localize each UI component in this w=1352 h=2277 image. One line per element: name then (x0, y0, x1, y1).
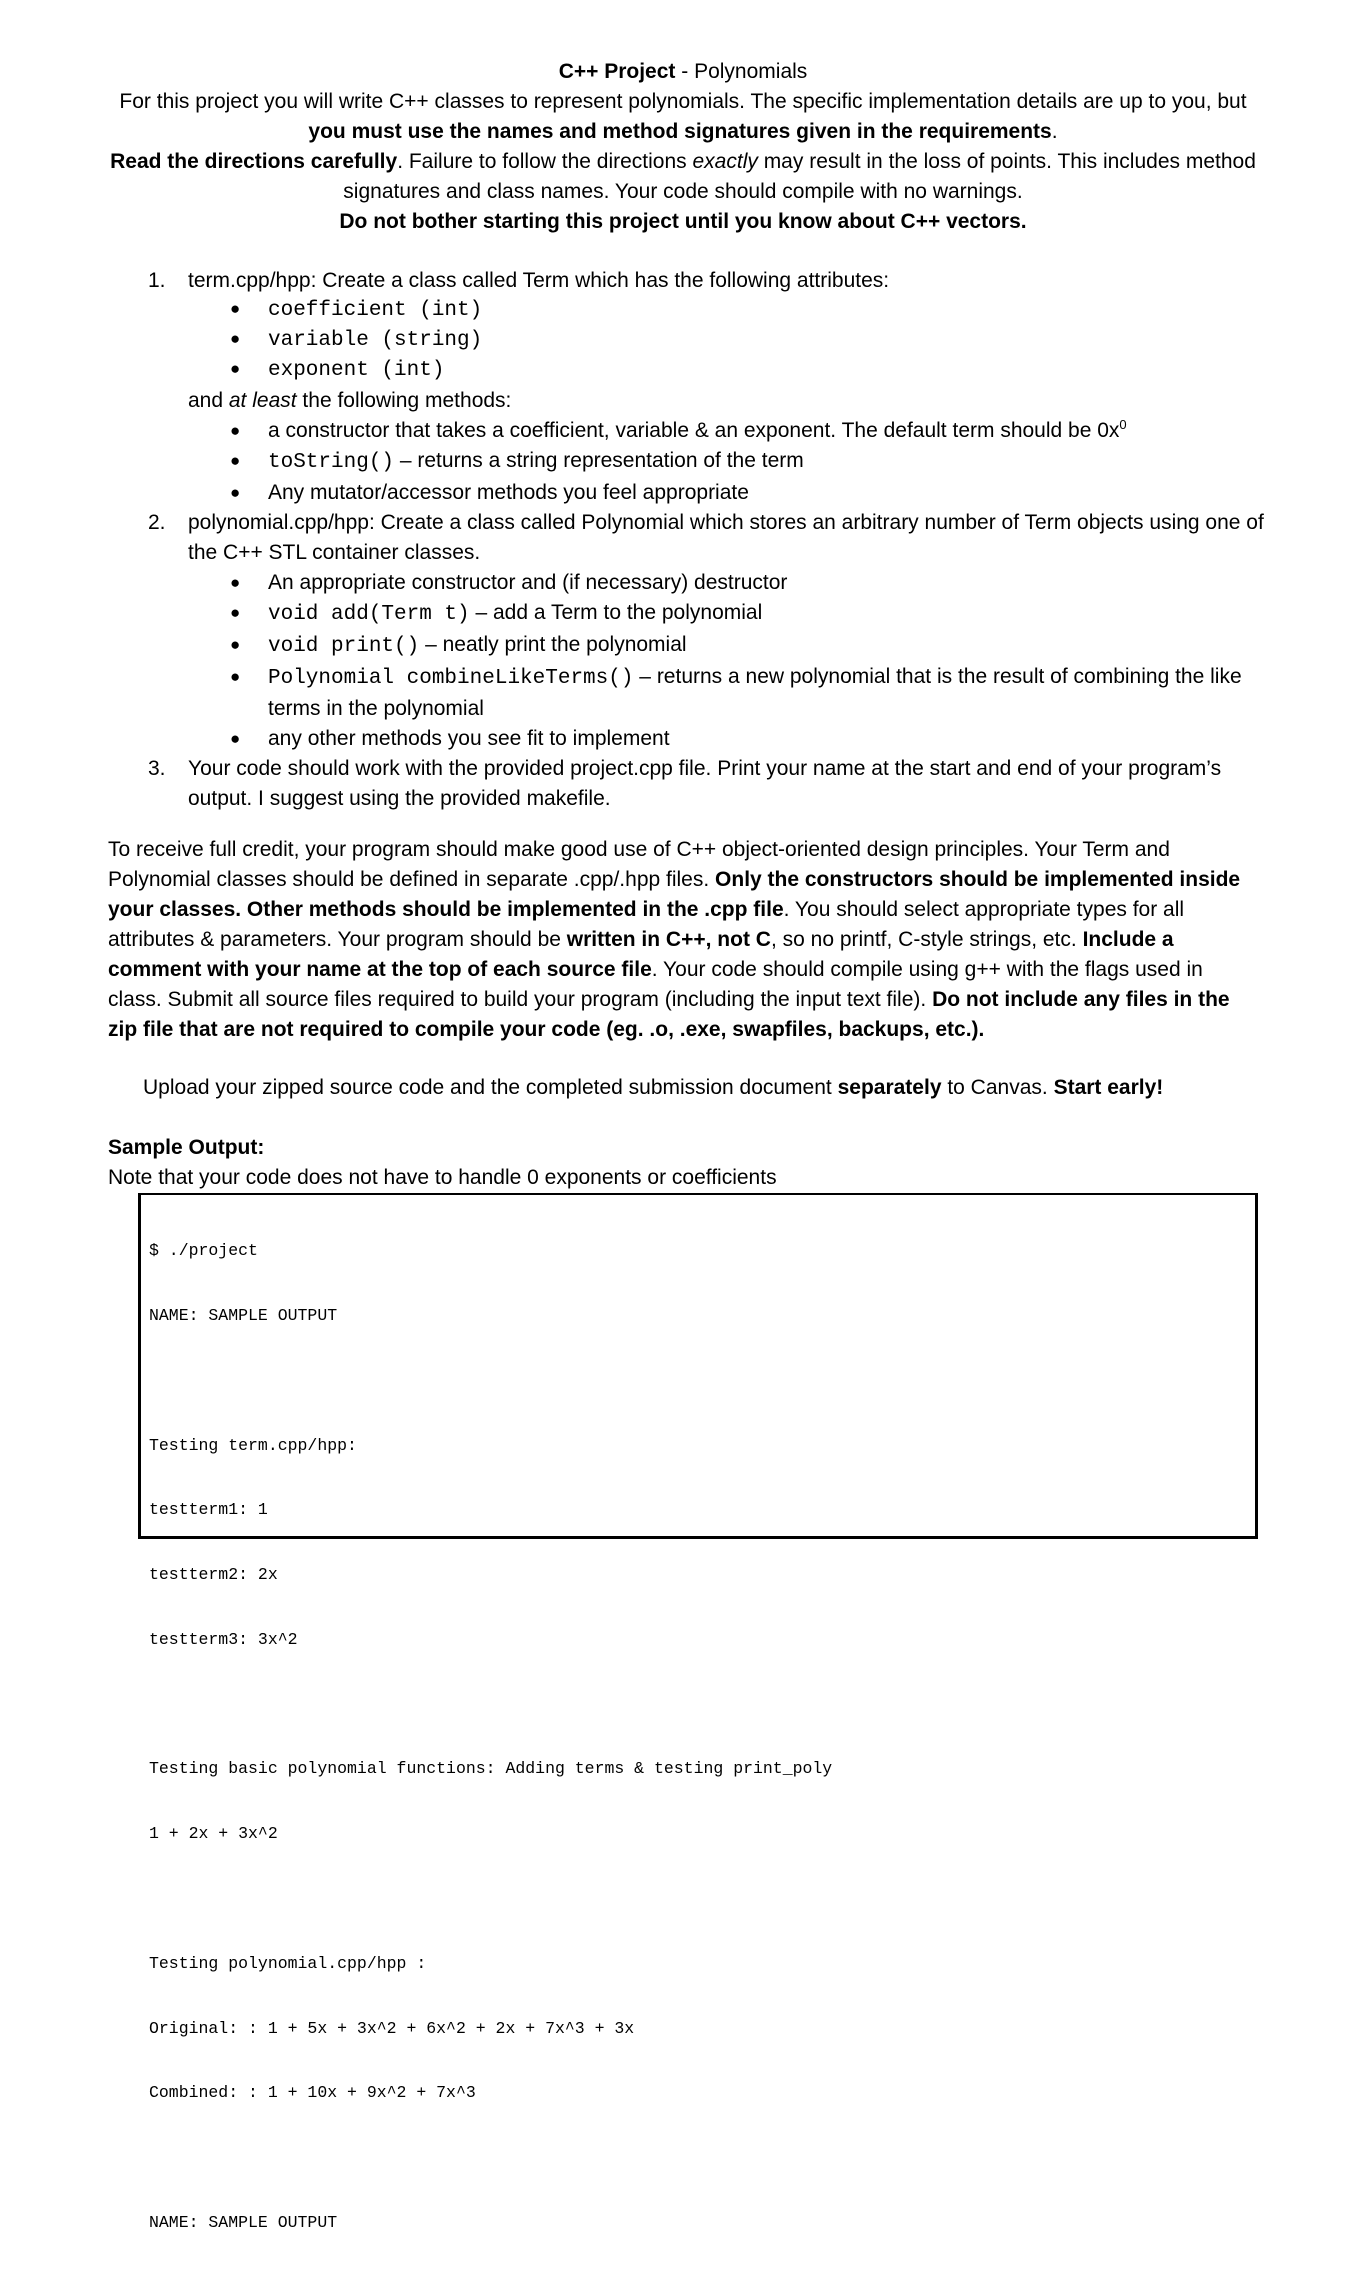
requirements-list (108, 266, 1268, 814)
output-line (149, 1888, 1247, 1910)
polynomial-add: ● void add(Term t) – add a Term to the polynomial (108, 598, 1268, 630)
output-line (149, 1370, 1247, 1392)
list-item-term: 1. term.cpp/hpp: Create a class called Term which has the following attributes: (148, 269, 890, 292)
title-block (100, 57, 1266, 237)
polynomial-constructor: ● An appropriate constructor and (if necessary) destructor (108, 568, 1268, 598)
sample-heading: Sample Output: (108, 1136, 265, 1159)
output-line (149, 1694, 1247, 1716)
list-item-project: 3. Your code should work with the provided project.cpp file. Print your name at the start and end of your program’s output. I suggest using the provided makefile. (148, 757, 1222, 810)
output-line (149, 2147, 1247, 2169)
vectors-warning: Do not bother starting this project until you know about C++ vectors. (339, 210, 1027, 233)
attribute-coefficient: ● coefficient (int) (108, 296, 1268, 326)
output-line: Testing basic polynomial functions: Adding terms & testing print_poly (149, 1759, 833, 1779)
output-line: Testing polynomial.cpp/hpp : (149, 1953, 427, 1973)
method-mutators: ● Any mutator/accessor methods you feel appropriate (108, 478, 1268, 508)
output-line: NAME: SAMPLE OUTPUT (149, 1305, 338, 1325)
credit-paragraph: To receive full credit, your program should make good use of C++ object-oriented design principles. Your Term and Polynomial classes should be defined in separate .cpp/.hpp files. Only the constructors should be implemented inside your classes. Other methods should be implemented in the .cpp file. You should select appropriate types for all attributes & parameters. Your program should be written in C++, not C, so no printf, C-style strings, etc. Include a comment with your name at the top of each source file. Your code should compile using g++ with the flags used in class. Submit all source files required to build your program (including the input text file). Do not include any files in the zip file that are not required to compile your code (eg. .o, .exe, swapfiles, backups, etc.). (108, 838, 1241, 1041)
output-line: Original: : 1 + 5x + 3x^2 + 6x^2 + 2x + 7x^3 + 3x (149, 2018, 635, 2038)
methods-intro: and at least the following methods: (188, 389, 512, 412)
output-line: 1 + 2x + 3x^2 (149, 1824, 278, 1844)
upload-instructions: Upload your zipped source code and the completed submission document separately to Canvas. Start early! (143, 1076, 1164, 1099)
attribute-exponent: ● exponent (int) (108, 356, 1268, 386)
output-line: NAME: SAMPLE OUTPUT (149, 2212, 338, 2232)
output-line: $ ./project (149, 1241, 258, 1261)
method-constructor: ● a constructor that takes a coefficient, variable & an exponent. The default term should be $0x^0$ (108, 416, 1268, 446)
method-tostring: ● toString() – returns a string representation of the term (108, 446, 1268, 478)
output-line: testterm2: 2x (149, 1565, 278, 1585)
output-line: Combined: : 1 + 10x + 9x^2 + 7x^3 (149, 2083, 476, 2103)
sample-output-box (138, 1193, 1258, 2232)
sample-note: Note that your code does not have to handle 0 exponents or coefficients (108, 1166, 777, 1189)
list-item-polynomial: 2. polynomial.cpp/hpp: Create a class called Polynomial which stores an arbitrary number of Term objects using one of the C++ STL container classes. (148, 511, 1264, 564)
attribute-variable: ● variable (string) (108, 326, 1268, 356)
output-line: Testing term.cpp/hpp: (149, 1435, 357, 1455)
intro-paragraph: For this project you will write C++ classes to represent polynomials. The specific implementation details are up to you, but you must use the names and method signatures given in the requirements. (119, 90, 1247, 143)
sample-output-section (108, 1133, 1258, 1193)
directions-paragraph: Read the directions carefully. Failure to follow the directions exactly may result in the loss of points. This includes method signatures and class names. Your code should compile with no warnings. (110, 150, 1256, 203)
polynomial-other: ● any other methods you see fit to implement (108, 724, 1268, 754)
output-line: testterm1: 1 (149, 1500, 268, 1520)
polynomial-print: ● void print() – neatly print the polynomial (108, 630, 1268, 662)
output-line: testterm3: 3x^2 (149, 1629, 298, 1649)
polynomial-combine: ● Polynomial combineLikeTerms() – returns a new polynomial that is the result of combining the like terms in the polynomial (108, 662, 1268, 724)
page-title: C++ Project - Polynomials (558, 60, 808, 83)
